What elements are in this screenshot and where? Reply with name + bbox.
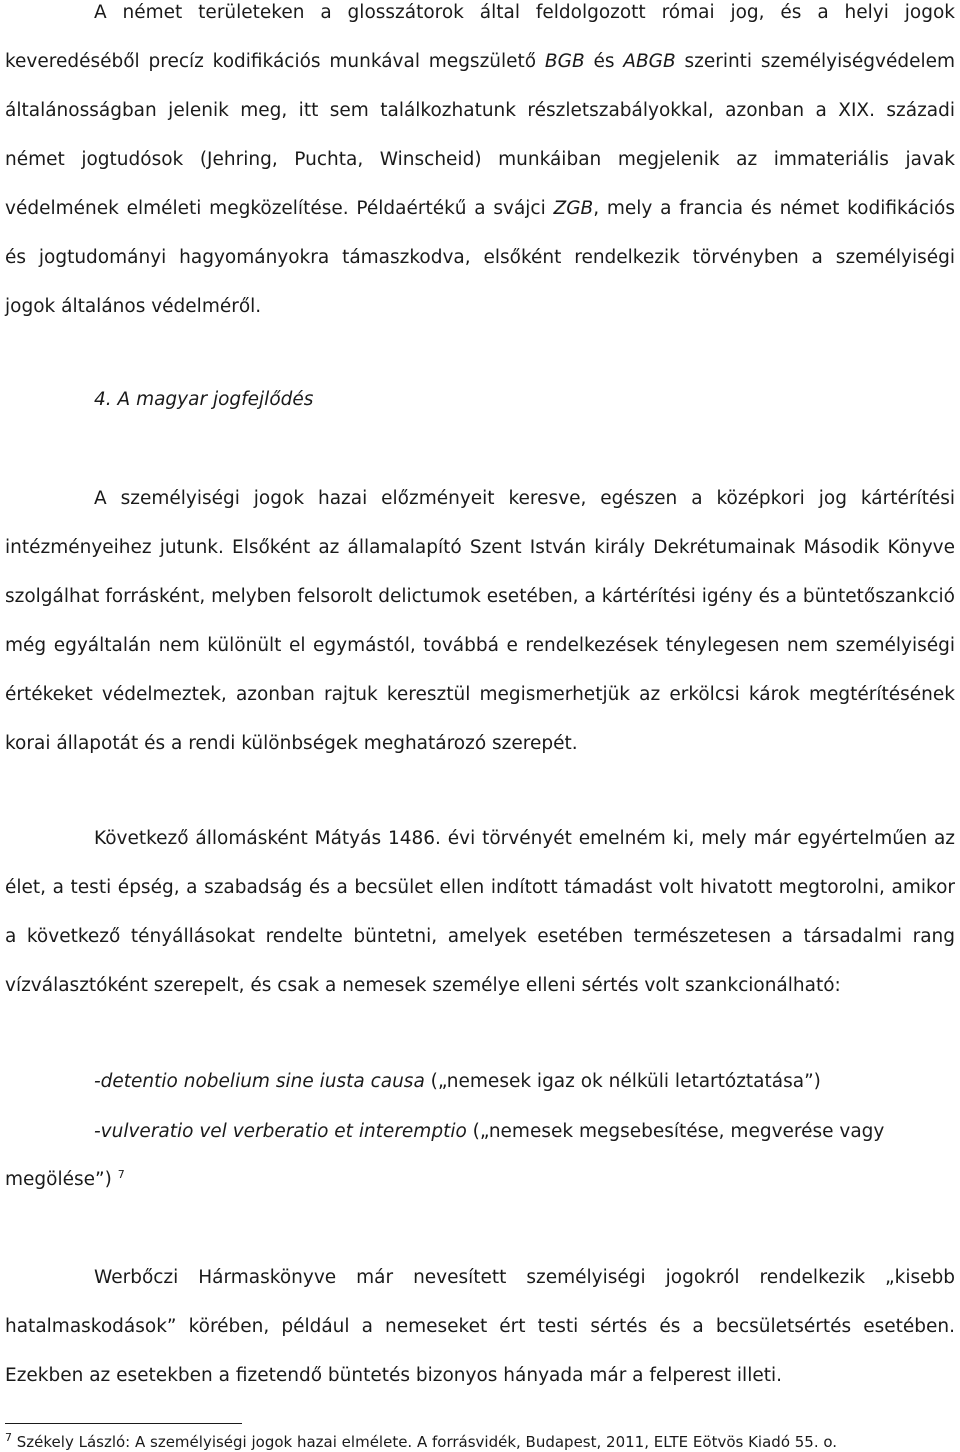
latin-term: -detentio nobelium sine iusta causa xyxy=(94,1071,425,1092)
italic-bgb: BGB xyxy=(544,51,585,72)
footnote-number: 7 xyxy=(5,1431,12,1444)
paragraph-matyas-law xyxy=(5,814,955,1010)
text-run: megölése”) xyxy=(5,1169,112,1190)
gloss: („nemesek megsebesítése, megverése vagy xyxy=(466,1121,885,1142)
text-run: Következő állomásként Mátyás 1486. évi törvényét emelném ki, mely már egyértelműen az élet, a testi épség, a szabadság és a becsület ellen indított támadást volt hivatott megtorolni, amikor a következő tényállásokat rendelte büntetni, amelyek esetében természetesen a társadalmi rang vízválasztóként szerepelt, és csak a nemesek személye elleni sértés volt szankcionálható: xyxy=(5,828,955,996)
footnote-divider xyxy=(5,1423,242,1424)
paragraph-werboczi xyxy=(5,1253,955,1400)
text-run: A személyiségi jogok hazai előzményeit keresve, egészen a középkori jog kártérítési intézményeihez jutunk. Elsőként az államalapító Szent István király Dekrétumainak Második Könyve szolgálhat forrásként, melyben felsorolt delictumok esetében, a kártérítési igény és a büntetőszankció még egyáltalán nem különült el egymástól, továbbá e rendelkezések ténylegesen nem személyiségi értékeket védelmeztek, azonban rajtuk keresztül megismerhetjük az erkölcsi károk megtérítésének korai állapotát és a rendi különbségek meghatározó szerepét. xyxy=(5,488,955,754)
list-item xyxy=(94,1057,955,1106)
section-heading: 4. A magyar jogfejlődés xyxy=(94,389,314,410)
italic-zgb: ZGB xyxy=(553,198,594,219)
latin-term: -vulveratio vel verberatio et interemptio xyxy=(94,1121,467,1142)
footnote-reference[interactable]: 7 xyxy=(117,1167,125,1181)
gloss: („nemesek igaz ok nélküli letartóztatása”) xyxy=(424,1071,821,1092)
footnote xyxy=(5,1432,837,1452)
text-run: és xyxy=(584,51,624,72)
text-run: A német területeken a glosszátorok által feldolgozott római jog, és a helyi jogok keveredéséből precíz kodifikációs munkával megszülető xyxy=(5,2,955,72)
list-item xyxy=(94,1107,955,1156)
italic-abgb: ABGB xyxy=(623,51,676,72)
paragraph-german-law xyxy=(5,0,955,331)
text-run: , mely a francia és német kodifikációs és jogtudományi hagyományokra támaszkodva, elsőként rendelkezik törvényben a személyiségi jogok általános védelméről. xyxy=(5,198,955,317)
paragraph-hungarian-origins xyxy=(5,474,955,768)
footnote-text: Székely László: A személyiségi jogok hazai elmélete. A forrásvidék, Budapest, 2011, ELTE Eötvös Kiadó 55. o. xyxy=(12,1433,838,1451)
text-run: szerinti személyiségvédelem általánosságban jelenik meg, itt sem találkozhatunk részletszabályokkal, azonban a XIX. századi német jogtudósok (Jehring, Puchta, Winscheid) munkáiban megjelenik az immateriális javak védelmének elméleti megközelítése. Példaértékű a svájci xyxy=(5,51,956,219)
text-run: Werbőczi Hármaskönyve már nevesített személyiségi jogokról rendelkezik „kisebb hatalmaskodások” körében, például a nemeseket ért testi sértés és a becsületsértés esetében. Ezekben az esetekben a fizetendő büntetés bizonyos hányada már a felperest illeti. xyxy=(5,1267,955,1386)
list-continuation xyxy=(5,1155,125,1204)
